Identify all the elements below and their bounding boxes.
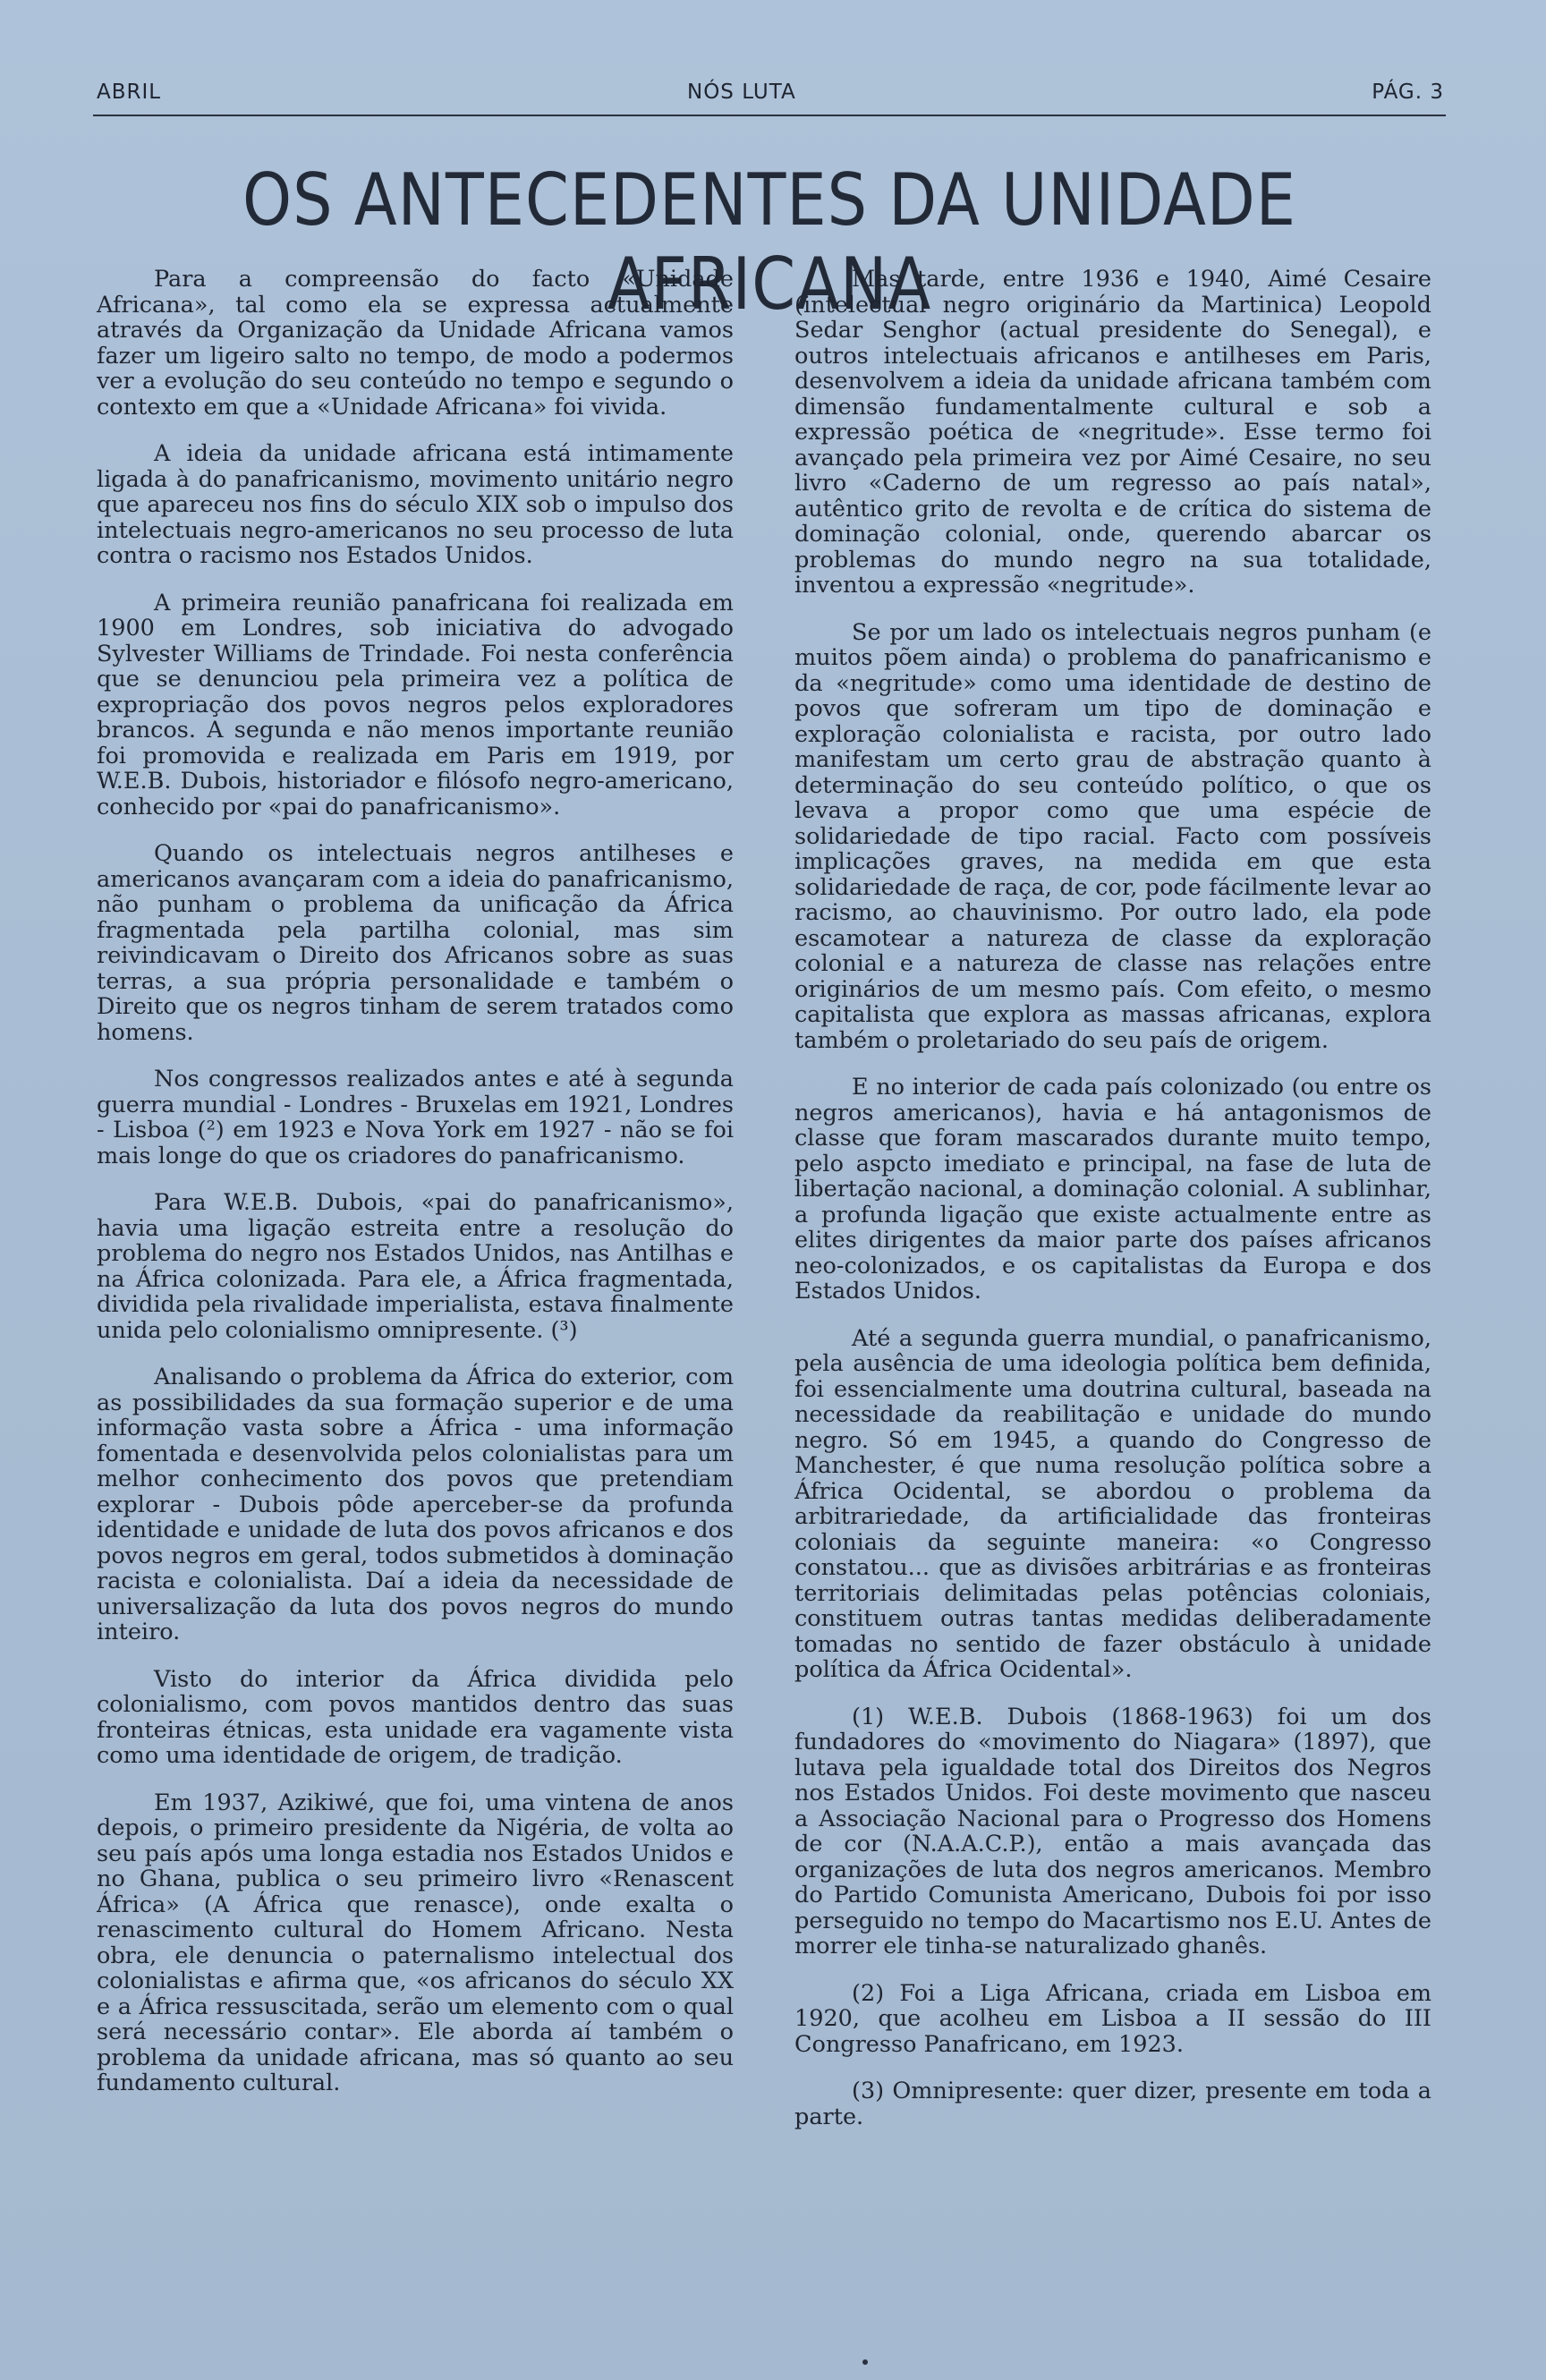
running-head — [93, 77, 1444, 113]
paragraph: Para W.E.B. Dubois, «pai do panafricanismo», havia uma ligação estreita entre a resolução do problema do negro nos Estados Unidos, nas Antilhas e na África colonizada. Para ele, a África fragmentada, dividida pela rivalidade imperialista, estava finalmente unida pelo colonialismo omnipresente. (³) — [97, 1189, 734, 1344]
header-rule — [93, 115, 1446, 116]
paragraph: Visto do interior da África dividida pelo colonialismo, com povos mantidos dentro das suas fronteiras étnicas, esta unidade era vagamente vista como uma identidade de origem, de tradição. — [97, 1665, 734, 1769]
header-page-number: PÁG. 3 — [1372, 81, 1444, 104]
footnote-1: (1) W.E.B. Dubois (1868-1963) foi um dos fundadores do «movimento do Niagara» (1897), que lutava pela igualdade total dos Direitos dos Negros nos Estados Unidos. Foi deste movimento que nasceu a Associação Nacional para o Progresso dos Homens de cor (N.A.A.C.P.), então a mais avançada das organizações de luta dos negros americanos. Membro do Partido Comunista Americano, Dubois foi por isso perseguido no tempo do Macartismo nos E.U. Antes de morrer ele tinha-se naturalizado ghanês. — [794, 1703, 1431, 1959]
paragraph: A primeira reunião panafricana foi realizada em 1900 em Londres, sob iniciativa do advogado Sylvester Williams de Trindade. Foi nesta conferência que se denunciou pela primeira vez a política de expropriação dos povos negros pelos exploradores brancos. A segunda e não menos importante reunião foi promovida e realizada em Paris em 1919, por W.E.B. Dubois, historiador e filósofo negro-americano, conhecido por «pai do panafricanismo». — [97, 589, 734, 820]
paragraph: Nos congressos realizados antes e até à segunda guerra mundial - Londres - Bruxelas em 1921, Londres - Lisboa (²) em 1923 e Nova York em 1927 - não se foi mais longe do que os criadores do panafricanismo. — [97, 1066, 734, 1169]
paragraph: E no interior de cada país colonizado (ou entre os negros americanos), havia e há antagonismos de classe que foram mascarados durante muito tempo, pelo aspcto imediato e principal, na fase de luta de libertação nacional, a dominação colonial. A sublinhar, a profunda ligação que existe actualmente entre as elites dirigentes da maior parte dos países africanos neo-colonizados, e os capitalistas da Europa e dos Estados Unidos. — [794, 1074, 1431, 1305]
header-month: ABRIL — [97, 81, 162, 104]
article-title: OS ANTECEDENTES DA UNIDADE AFRICANA — [242, 157, 1297, 327]
paragraph: Se por um lado os intelectuais negros punham (e muitos põem ainda) o problema do panafricanismo e da «negritude» como uma identidade de destino de povos que sofreram um tipo de dominação e exploração colonialista e racista, por outro lado manifestam um certo grau de abstração quanto à determinação do seu conteúdo político, o que os levava a propor como que uma espécie de solidariedade de tipo racial. Facto com possíveis implicações graves, na medida em que esta solidariedade de raça, de cor, pode fácilmente levar ao racismo, ao chauvinismo. Por outro lado, ela pode escamotear a natureza de classe da exploração colonial e a natureza de classe nas relações entre originários de um mesmo país. Com efeito, o mesmo capitalista que explora as massas africanas, explora também o proletariado do seu país de origem. — [794, 618, 1431, 1054]
right-column — [794, 267, 1431, 2151]
paragraph: A ideia da unidade africana está intimamente ligada à do panafricanismo, movimento unitário negro que apareceu nos fins do século XIX sob o impulso dos intelectuais negro-americanos no seu processo de luta contra o racismo nos Estados Unidos. — [97, 440, 734, 569]
paragraph: Em 1937, Azikiwé, que foi, uma vintena de anos depois, o primeiro presidente da Nigéria, de volta ao seu país após uma longa estadia nos Estados Unidos e no Ghana, publica o seu primeiro livro «Renascent África» (A África que renasce), onde exalta o renascimento cultural do Homem Africano. Nesta obra, ele denuncia o paternalismo intelectual dos colonialistas e afirma que, «os africanos do século XX e a África ressuscitada, serão um elemento com o qual será necessário contar». Ele aborda aí também o problema da unidade africana, mas só quanto ao seu fundamento cultural. — [97, 1789, 734, 2096]
paragraph: Para a compreensão do facto «Unidade Africana», tal como ela se expressa actualmente através da Organização da Unidade Africana vamos fazer um ligeiro salto no tempo, de modo a podermos ver a evolução do seu conteúdo no tempo e segundo o contexto em que a «Unidade Africana» foi vivida. — [97, 266, 734, 421]
footnote-3: (3) Omnipresente: quer dizer, presente em toda a parte. — [794, 2078, 1431, 2130]
paragraph: Até a segunda guerra mundial, o panafricanismo, pela ausência de uma ideologia política bem definida, foi essencialmente uma doutrina cultural, baseada na necessidade da reabilitação e unidade do mundo negro. Só em 1945, a quando do Congresso de Manchester, é que numa resolução política sobre a África Ocidental, se abordou o problema da arbitrariedade, da artificialidade das fronteiras coloniais da seguinte maneira: «o Congresso constatou... que as divisões arbitrárias e as fronteiras territoriais delimitadas pelas potências coloniais, constituem outras tantas medidas deliberadamente tomadas no sentido de fazer obstáculo à unidade política da África Ocidental». — [794, 1324, 1431, 1683]
paragraph: Mas tarde, entre 1936 e 1940, Aimé Cesaire (intelectual negro originário da Martinica) Leopold Sedar Senghor (actual presidente do Senegal), e outros intelectuais africanos e antilheses em Paris, desenvolvem a ideia da unidade africana também com dimensão fundamentalmente cultural e sob a expressão poética de «negritude». Esse termo foi avançado pela primeira vez por Aimé Cesaire, no seu livro «Caderno de um regresso ao país natal», autêntico grito de revolta e de crítica do sistema de dominação colonial, onde, querendo abarcar os problemas do mundo negro na sua totalidade, inventou a expressão «negritude». — [794, 266, 1431, 599]
left-column — [97, 267, 734, 2118]
paragraph: Quando os intelectuais negros antilheses e americanos avançaram com a ideia do panafricanismo, não punham o problema da unificação da África fragmentada pela partilha colonial, mas sim reivindicavam o Direito dos Africanos sobre as suas terras, a sua própria personalidade e também o Direito que os negros tinham de serem tratados como homens. — [97, 840, 734, 1046]
header-publication: NÓS LUTA — [687, 81, 796, 104]
page-mark-dot — [862, 2359, 868, 2365]
footnote-2: (2) Foi a Liga Africana, criada em Lisboa em 1920, que acolheu em Lisboa a II sessão do III Congresso Panafricano, em 1923. — [794, 1979, 1431, 2058]
paragraph: Analisando o problema da África do exterior, com as possibilidades da sua formação superior e de uma informação vasta sobre a África - uma informação fomentada e desenvolvida pelos colonialistas para um melhor conhecimento dos povos que pretendiam explorar - Dubois pôde aperceber-se da profunda identidade e unidade de luta dos povos africanos e dos povos negros em geral, todos submetidos à dominação racista e colonialista. Daí a ideia da necessidade de universalização da luta dos povos negros do mundo inteiro. — [97, 1364, 734, 1645]
